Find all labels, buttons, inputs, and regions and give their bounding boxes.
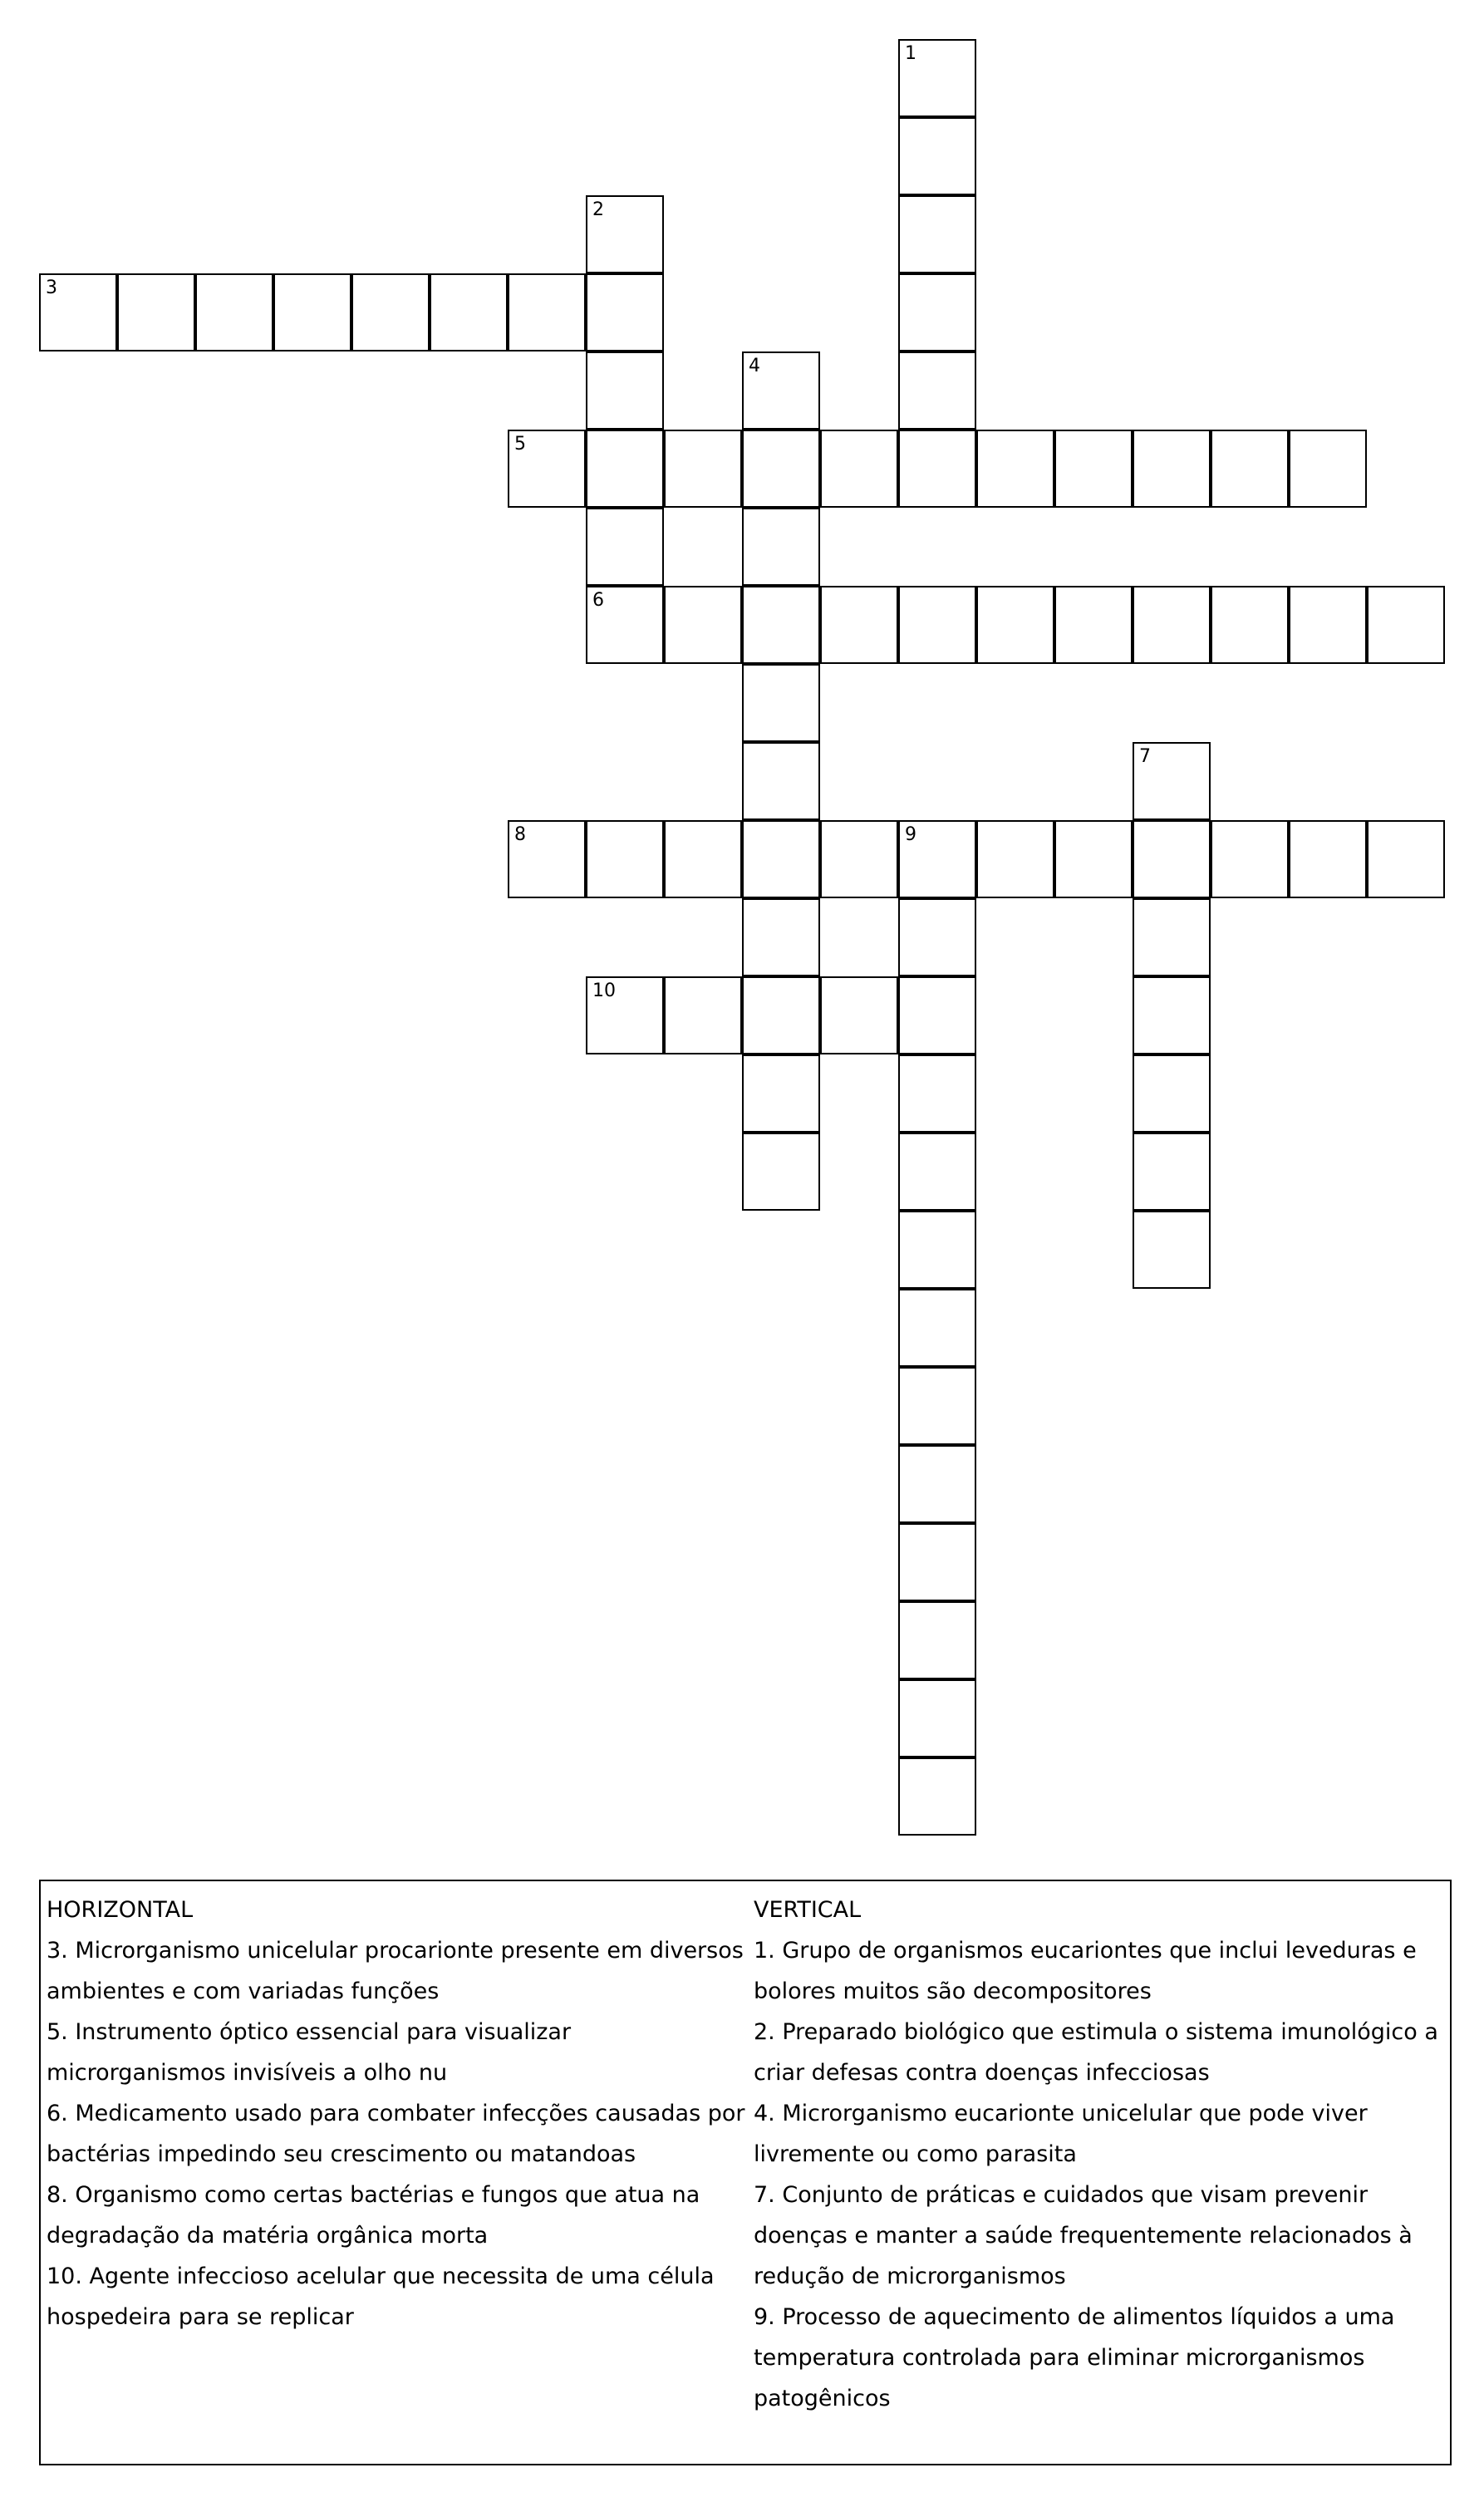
grid-cell[interactable] [976, 430, 1054, 508]
clue-number: 1 [905, 43, 916, 64]
grid-cell[interactable] [742, 898, 820, 976]
grid-cell[interactable] [898, 1289, 976, 1367]
clue-number: 3 [46, 278, 57, 298]
clues-box [39, 1880, 1452, 2465]
grid-cell[interactable] [742, 586, 820, 664]
grid-cell[interactable] [898, 195, 976, 273]
grid-cell[interactable] [820, 430, 898, 508]
grid-cell[interactable] [1054, 430, 1133, 508]
grid-cell[interactable] [117, 273, 195, 351]
clue-horizontal-5: 5. Instrumento óptico essencial para visualizar microrganismos invisíveis a olho nu [47, 2019, 572, 2086]
grid-cell[interactable] [1133, 898, 1211, 976]
grid-cell[interactable] [898, 1445, 976, 1523]
clue-number: 10 [592, 981, 616, 1001]
grid-cell[interactable] [1133, 976, 1211, 1054]
grid-cell[interactable] [1133, 1054, 1211, 1133]
grid-cell[interactable] [820, 820, 898, 898]
grid-cell[interactable] [1133, 1211, 1211, 1289]
grid-cell[interactable] [1367, 586, 1445, 664]
grid-cell[interactable] [586, 976, 664, 1054]
clue-number: 5 [514, 434, 526, 455]
grid-cell[interactable] [664, 820, 742, 898]
grid-cell[interactable] [742, 508, 820, 586]
grid-cell[interactable] [898, 820, 976, 898]
grid-cell[interactable] [508, 273, 586, 351]
horizontal-clues [47, 1890, 753, 2337]
grid-cell[interactable] [1133, 742, 1211, 820]
grid-cell[interactable] [664, 430, 742, 508]
clue-vertical-1: 1. Grupo de organismos eucariontes que inclui leveduras e bolores muitos são decompositores [754, 1938, 1417, 2004]
grid-cell[interactable] [742, 1054, 820, 1133]
grid-cell[interactable] [1289, 820, 1367, 898]
grid-cell[interactable] [742, 351, 820, 430]
grid-cell[interactable] [1289, 586, 1367, 664]
grid-cell[interactable] [586, 195, 664, 273]
grid-cell[interactable] [820, 976, 898, 1054]
vertical-heading: VERTICAL [754, 1897, 862, 1923]
grid-cell[interactable] [586, 351, 664, 430]
grid-cell[interactable] [508, 820, 586, 898]
clue-horizontal-8: 8. Organismo como certas bactérias e fungos que atua na degradação da matéria orgânica morta [47, 2182, 700, 2249]
grid-cell[interactable] [742, 976, 820, 1054]
grid-cell[interactable] [898, 1367, 976, 1445]
grid-cell[interactable] [351, 273, 430, 351]
clue-vertical-9: 9. Processo de aquecimento de alimentos líquidos a uma temperatura controlada para eliminar microrganismos patogênicos [754, 2304, 1395, 2411]
grid-cell[interactable] [586, 430, 664, 508]
grid-cell[interactable] [1133, 586, 1211, 664]
grid-cell[interactable] [898, 586, 976, 664]
grid-cell[interactable] [898, 1054, 976, 1133]
clue-horizontal-10: 10. Agente infeccioso acelular que necessita de uma célula hospedeira para se replicar [47, 2264, 715, 2330]
grid-cell[interactable] [1289, 430, 1367, 508]
grid-cell[interactable] [898, 430, 976, 508]
grid-cell[interactable] [586, 820, 664, 898]
clue-number: 6 [592, 590, 604, 611]
grid-cell[interactable] [1133, 1133, 1211, 1211]
grid-cell[interactable] [1211, 586, 1289, 664]
grid-cell[interactable] [898, 117, 976, 195]
grid-cell[interactable] [976, 586, 1054, 664]
clue-number: 7 [1139, 746, 1151, 767]
grid-cell[interactable] [742, 664, 820, 742]
grid-cell[interactable] [664, 976, 742, 1054]
grid-cell[interactable] [586, 508, 664, 586]
grid-cell[interactable] [1211, 820, 1289, 898]
clue-vertical-7: 7. Conjunto de práticas e cuidados que visam prevenir doenças e manter a saúde frequentemente relacionados à redução de microrganismos [754, 2182, 1413, 2289]
clue-number: 4 [749, 356, 760, 376]
grid-cell[interactable] [273, 273, 351, 351]
clue-vertical-2: 2. Preparado biológico que estimula o sistema imunológico a criar defesas contra doenças infecciosas [754, 2019, 1438, 2086]
grid-cell[interactable] [195, 273, 273, 351]
grid-cell[interactable] [39, 273, 117, 351]
grid-cell[interactable] [1054, 820, 1133, 898]
clue-number: 9 [905, 824, 916, 845]
clue-horizontal-3: 3. Microrganismo unicelular procarionte presente em diversos ambientes e com variadas funções [47, 1938, 744, 2004]
grid-cell[interactable] [898, 1523, 976, 1601]
grid-cell[interactable] [1054, 586, 1133, 664]
grid-cell[interactable] [898, 1757, 976, 1836]
grid-cell[interactable] [1367, 820, 1445, 898]
vertical-clues [754, 1890, 1443, 2419]
grid-cell[interactable] [586, 273, 664, 351]
clue-vertical-4: 4. Microrganismo eucarionte unicelular que pode viver livremente ou como parasita [754, 2101, 1368, 2167]
grid-cell[interactable] [898, 898, 976, 976]
grid-cell[interactable] [898, 976, 976, 1054]
grid-cell[interactable] [664, 586, 742, 664]
grid-cell[interactable] [898, 1211, 976, 1289]
grid-cell[interactable] [508, 430, 586, 508]
clue-horizontal-6: 6. Medicamento usado para combater infecções causadas por bactérias impedindo seu crescimento ou matandoas [47, 2101, 745, 2167]
clue-number: 8 [514, 824, 526, 845]
grid-cell[interactable] [742, 742, 820, 820]
grid-cell[interactable] [742, 1133, 820, 1211]
grid-cell[interactable] [898, 39, 976, 117]
grid-cell[interactable] [898, 273, 976, 351]
grid-cell[interactable] [898, 351, 976, 430]
grid-cell[interactable] [1133, 820, 1211, 898]
grid-cell[interactable] [1211, 430, 1289, 508]
grid-cell[interactable] [976, 820, 1054, 898]
clue-number: 2 [592, 199, 604, 220]
grid-cell[interactable] [586, 586, 664, 664]
grid-cell[interactable] [742, 430, 820, 508]
grid-cell[interactable] [898, 1601, 976, 1679]
grid-cell[interactable] [430, 273, 508, 351]
grid-cell[interactable] [742, 820, 820, 898]
grid-cell[interactable] [820, 586, 898, 664]
grid-cell[interactable] [898, 1133, 976, 1211]
grid-cell[interactable] [898, 1679, 976, 1757]
horizontal-heading: HORIZONTAL [47, 1897, 194, 1923]
grid-cell[interactable] [1133, 430, 1211, 508]
